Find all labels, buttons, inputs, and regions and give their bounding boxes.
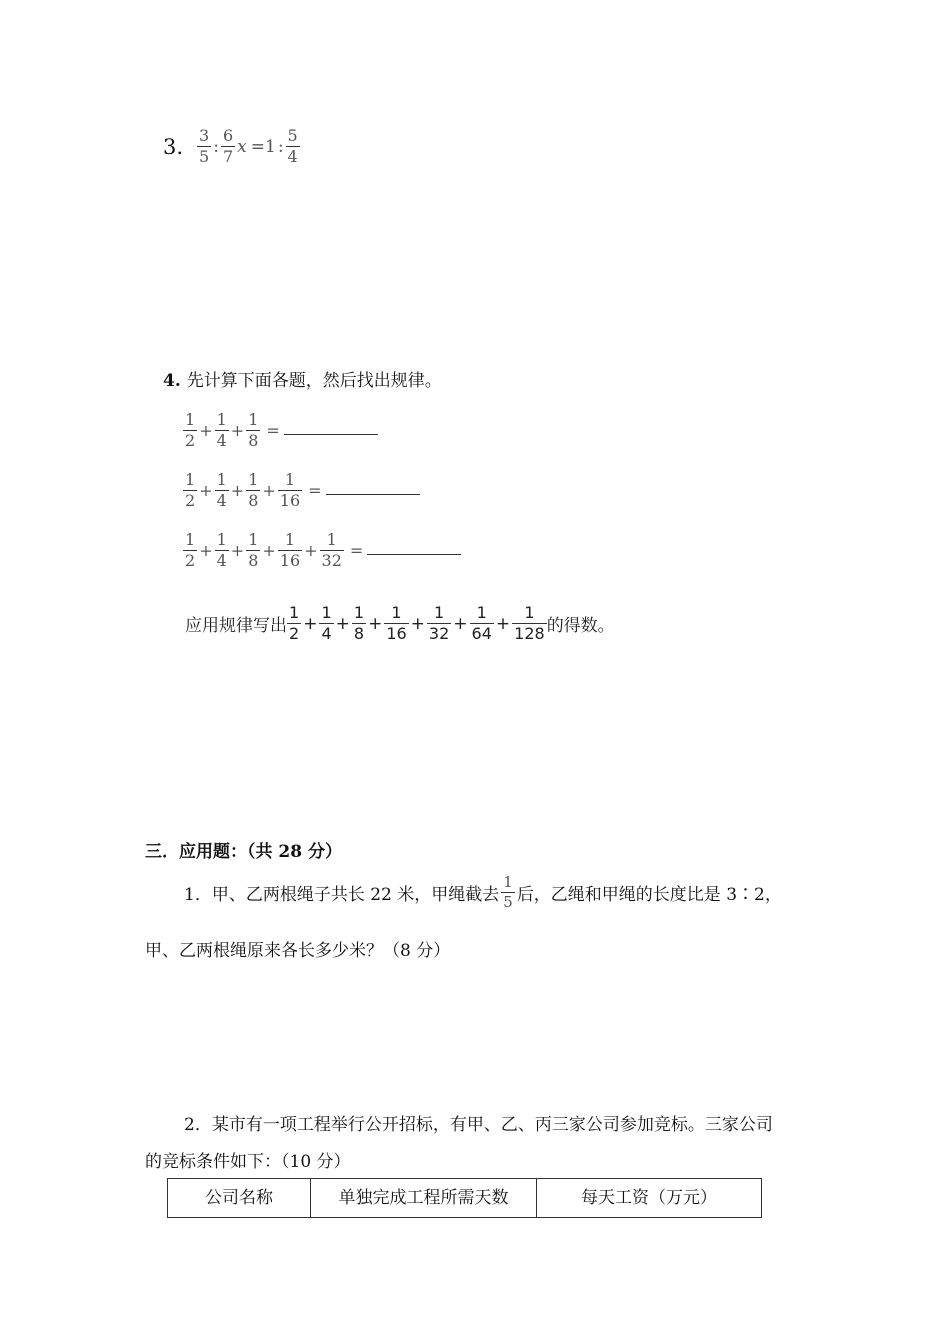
plus-sign: +	[230, 480, 245, 500]
apply-rule-line	[185, 605, 615, 642]
fraction: $\frac{1}{4}$	[216, 529, 227, 570]
plus-sign: +	[335, 613, 350, 634]
answer-blank[interactable]	[326, 493, 420, 495]
equals-sign: =	[349, 540, 364, 560]
fraction: $\frac{1}{32}$	[321, 529, 342, 570]
question-1-line2: 甲、乙两根绳原来各长多少米？（8 分）	[145, 941, 451, 961]
plus-sign: +	[453, 613, 468, 634]
plus-sign: +	[262, 480, 276, 500]
equals-sign: =	[308, 480, 322, 500]
fraction: $\frac{6}{7}$	[222, 126, 234, 166]
fraction: $\frac{1}{2}$	[289, 603, 300, 643]
question-2-line2: 的竞标条件如下：（10 分）	[145, 1152, 351, 1172]
table-header-cell: 公司名称	[168, 1179, 311, 1218]
fraction: $\frac{3}{5}$	[199, 126, 210, 166]
fraction: $\frac{1}{16}$	[279, 469, 301, 510]
fraction: $\frac{1}{8}$	[248, 529, 259, 570]
conditions-table	[167, 1178, 762, 1218]
table-header-row	[168, 1179, 762, 1218]
sequence-row	[183, 402, 461, 458]
plus-sign: +	[410, 613, 425, 634]
problem-4-heading: 4. 先计算下面各题，然后找出规律。	[163, 371, 442, 391]
table-header-cell: 单独完成工程所需天数	[311, 1179, 537, 1218]
fraction: $\frac{1}{5}$	[503, 873, 513, 911]
fraction: $\frac{5}{4}$	[287, 126, 298, 166]
plus-sign: +	[230, 420, 245, 440]
sequence-row	[183, 462, 461, 518]
fraction: $\frac{1}{2}$	[185, 529, 196, 570]
plus-sign: +	[199, 480, 213, 500]
plus-sign: +	[262, 540, 276, 560]
fraction: $\frac{1}{4}$	[216, 469, 227, 510]
plus-sign: +	[304, 540, 318, 560]
fraction: $\frac{1}{8}$	[248, 409, 259, 450]
fraction: $\frac{1}{16}$	[279, 529, 301, 570]
table-header-cell: 每天工资（万元）	[537, 1179, 762, 1218]
plus-sign: +	[303, 613, 318, 634]
fraction: $\frac{1}{2}$	[185, 409, 196, 450]
plus-sign: +	[199, 420, 213, 440]
fraction: $\frac{1}{4}$	[321, 603, 332, 643]
plus-sign: +	[230, 540, 245, 560]
problem-3-number: 3.	[163, 134, 184, 159]
section-title: 三．应用题：（共 28 分）	[145, 842, 342, 862]
fraction: $\frac{1}{32}$	[428, 603, 450, 643]
fraction: $\frac{1}{8}$	[248, 469, 259, 510]
plus-sign: +	[495, 613, 511, 634]
sequence-rows	[183, 402, 461, 582]
fraction: $\frac{1}{64}$	[471, 603, 492, 643]
question-2-line1: 2．某市有一项工程举行公开招标，有甲、乙、丙三家公司参加竞标。三家公司	[184, 1115, 773, 1135]
fraction: $\frac{1}{8}$	[353, 603, 365, 643]
apply-suffix: 的得数。	[546, 616, 615, 636]
fraction: $\frac{1}{128}$	[514, 603, 545, 643]
fraction: $\frac{1}{2}$	[185, 469, 196, 510]
answer-blank[interactable]	[367, 553, 461, 555]
question-1-line1: 1．甲、乙两根绳子共长 22 米，甲绳截去 $\frac{1}{5}$ 后，乙绳和甲绳的长度比是 3∶2，	[184, 873, 782, 911]
apply-prefix: 应用规律写出	[185, 616, 287, 636]
fraction: $\frac{1}{4}$	[216, 409, 227, 450]
problem-3: 3. $\frac{3}{5}$ : $\frac{6}{7}$ x =1 : $\frac{5}{4}$	[163, 126, 298, 166]
sequence-row	[183, 522, 461, 578]
answer-blank[interactable]	[284, 433, 378, 435]
plus-sign: +	[368, 613, 383, 634]
equals-sign: =	[266, 420, 280, 440]
fraction: $\frac{1}{16}$	[386, 603, 407, 643]
plus-sign: +	[199, 540, 213, 560]
